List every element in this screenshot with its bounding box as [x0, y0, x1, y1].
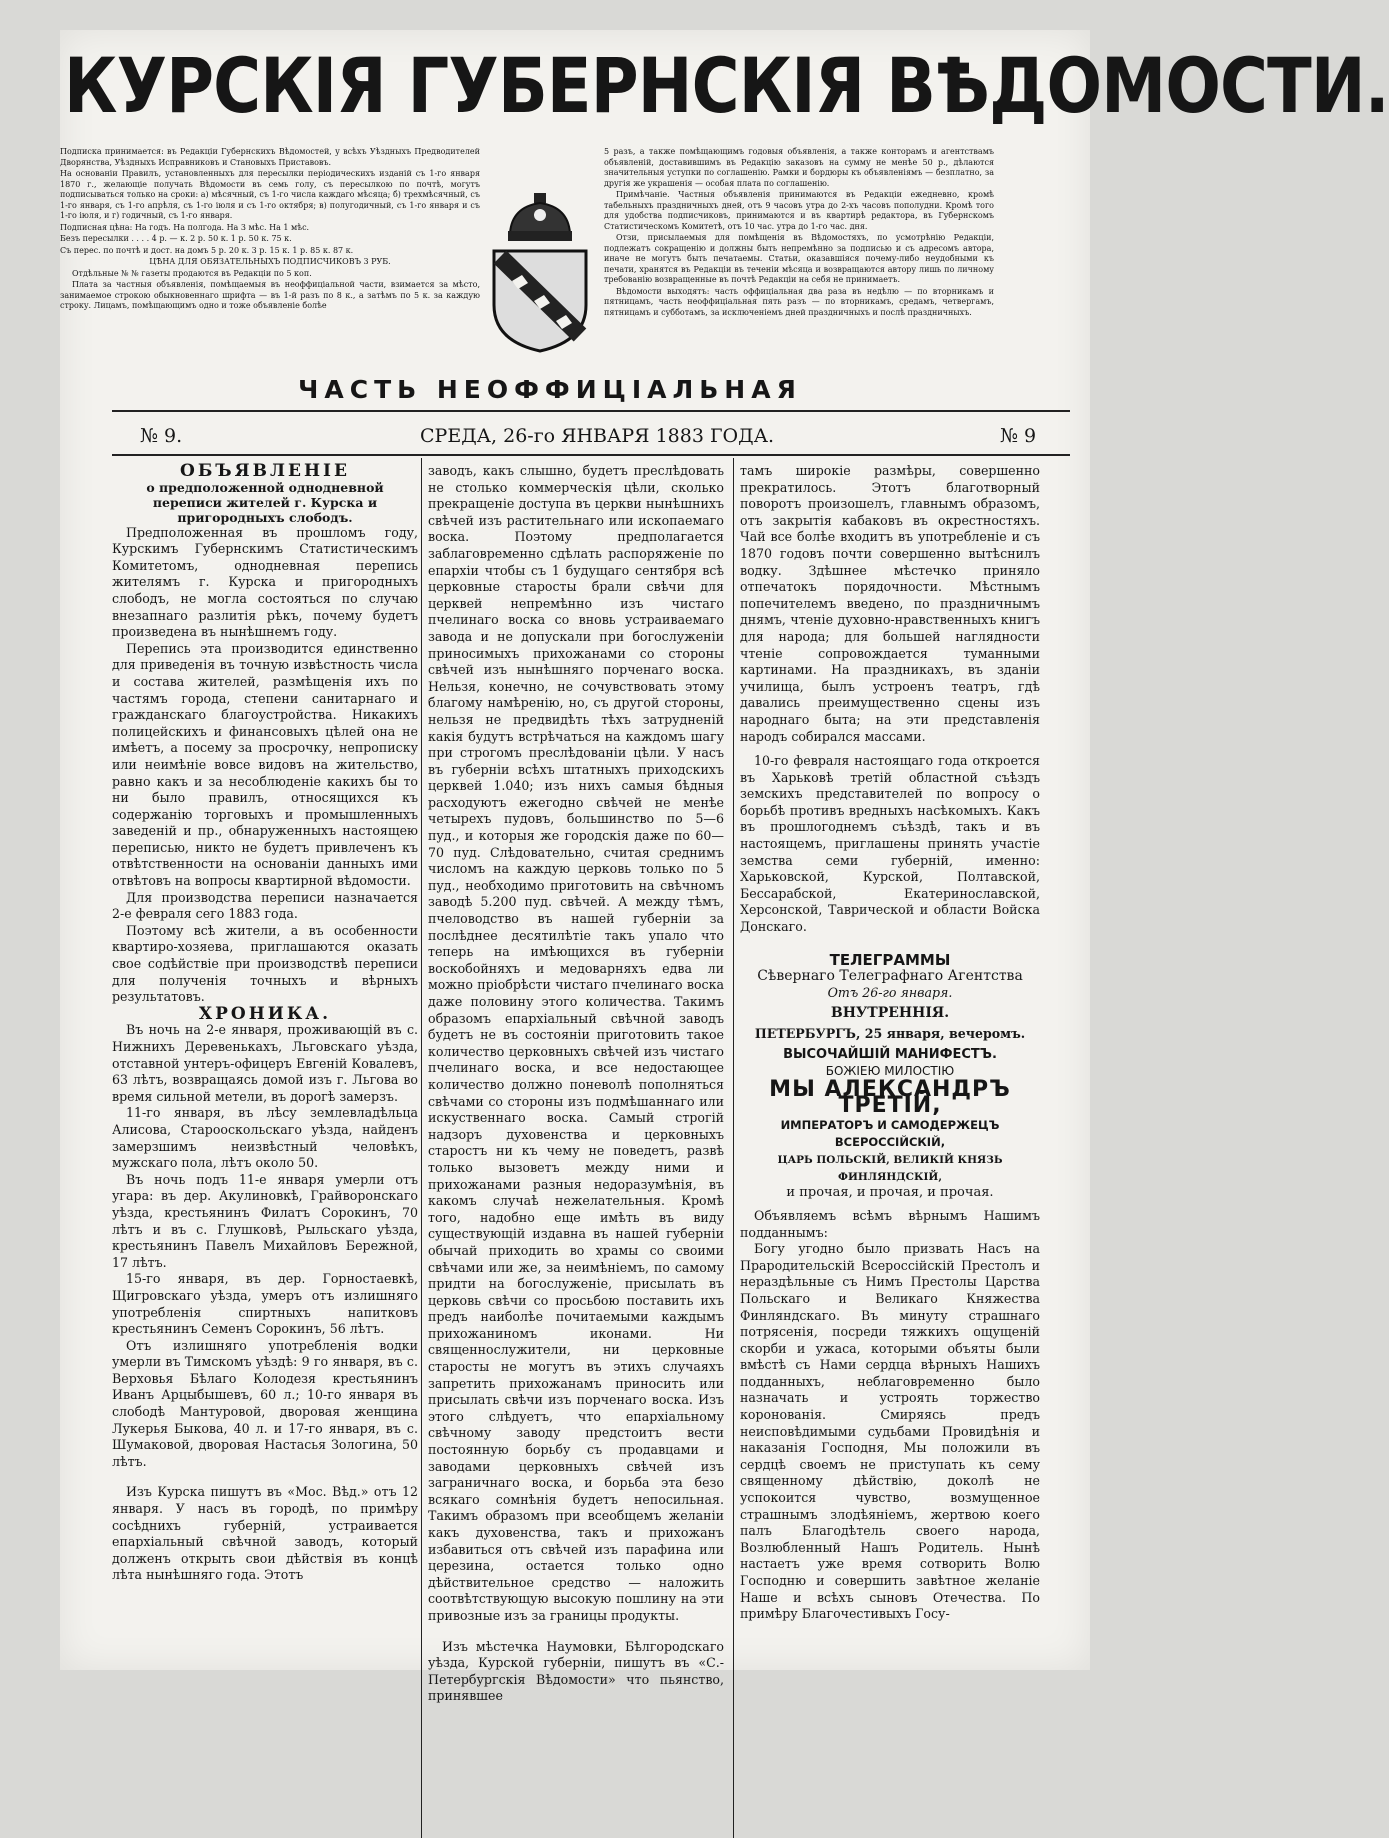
- manifest-tsar: ЦАРЬ ПОЛЬСКІЙ, ВЕЛИКІЙ КНЯЗЬ ФИНЛЯНДСКІЙ,: [777, 1154, 1003, 1183]
- advert-discounts: 5 разъ, а также помѣщающимъ годовыя объявленія, а также конторамъ и агентствамъ объявленій, доставившимъ въ Редакцію заказовъ на сумму не менѣе 50 р., дѣлаются значительныя уступки по соглашенію. Рамки и бордюры къ объявленіямъ — безплатно, за другія же украшенія — особая плата по соглашенію.: [604, 147, 994, 188]
- chronicle-heading: ХРОНИКА.: [198, 1003, 332, 1024]
- column-3: [740, 463, 1040, 1623]
- manifest-etc: и прочая, и прочая, и прочая.: [786, 1185, 994, 1201]
- advert-notices: [604, 147, 994, 319]
- paragraph: Объявляемъ всѣмъ вѣрнымъ Нашимъ подданнымъ:: [740, 1207, 1040, 1240]
- top-rule: [112, 410, 1070, 412]
- paragraph: Въ ночь подъ 11-е января умерли отъ угара: въ дер. Акулиновкѣ, Грайворонскаго уѣзда, крестьянинъ Филатъ Сорокинъ, 70 лѣтъ и въ с. Глушковѣ, Рыльскаго уѣзда, крестьянинъ Павелъ Михайловъ Бережной, 17 лѣтъ.: [112, 1171, 418, 1270]
- column-divider-2: [733, 458, 734, 1838]
- price-row-no-delivery: Безъ пересылки . . . . 4 р. — к. 2 р. 50 к. 1 р. 50 к. 75 к.: [60, 234, 292, 243]
- advert-hours-note: Примѣчаніе. Частныя объявленія принимаются въ Редакціи ежедневно, кромѣ табельныхъ праздничныхъ дней, отъ 9 часовъ утра до 2-хъ часовъ пополудни. Кромѣ того для удобства подписчиковъ, принимаются и въ квартирѣ редактора, въ Губернскомъ Статистическомъ Комитетѣ, отъ 10 час. утра до 1-го час. дня.: [604, 190, 994, 231]
- column-1: [112, 463, 418, 1584]
- subscription-terms: На основаніи Правилъ, установленныхъ для пересылки періодическихъ изданій съ 1-го января 1870 г., желающіе получать Вѣдомости въ семь голу, съ пересылкою по почтѣ, могутъ подписываться только на сроки: а) мѣсячный, съ 1-го числа каждаго мѣсяца; б) трехмѣсячный, съ 1-го января, съ 1-го апрѣля, съ 1-го іюля и съ 1-го октября; в) полугодичный, съ 1-го января и съ 1-го іюля, и г) годичный, съ 1-го января.: [60, 169, 480, 220]
- telegram-place: ПЕТЕРБУРГЪ, 25 января, вечеромъ.: [754, 1026, 1026, 1041]
- manifest-emperor: ИМПЕРАТОРЪ И САМОДЕРЖЕЦЪ ВСЕРОССІЙСКІЙ,: [780, 1117, 1000, 1149]
- price-row-delivery: Съ перес. по почтѣ и дост. на домъ 5 р. 20 к. 3 р. 15 к. 1 р. 85 к. 87 к.: [60, 245, 354, 255]
- masthead-title: КУРСКІЯ ГУБЕРНСКІЯ ВѢДОМОСТИ.: [64, 41, 1389, 130]
- paragraph: Для производства переписи назначается 2-е февраля сего 1883 года.: [112, 889, 418, 922]
- issue-number-right: № 9: [1000, 425, 1037, 447]
- coat-of-arms-icon: [482, 185, 598, 355]
- paragraph: 11-го января, въ лѣсу землевладѣльца Алисова, Старооскольскаго уѣзда, найденъ замерзшимъ неизвѣстный человѣкъ, мужскаго пола, лѣтъ около 50.: [112, 1105, 418, 1171]
- manifest-title: ВЫСОЧАЙШІЙ МАНИФЕСТЪ.: [783, 1046, 997, 1062]
- subscription-where: Подписка принимается: въ Редакціи Губернскихъ Вѣдомостей, у всѣхъ Уѣздныхъ Предводителей Дворянства, Уѣздныхъ Исправниковъ и Становыхъ Приставовъ.: [60, 147, 480, 167]
- column-divider-1: [421, 458, 422, 1838]
- paragraph: Поэтому всѣ жители, а въ особенности квартиро-хозяева, приглашаются оказать свое содѣйствіе при производствѣ переписи для полученія точныхъ и вѣрныхъ результатовъ.: [112, 922, 418, 1005]
- telegram-section: ВНУТРЕННІЯ.: [830, 1005, 950, 1022]
- issue-number-left: № 9.: [140, 425, 183, 447]
- manifest-name: МЫ АЛЕКСАНДРЪ ТРЕТІЙ,: [769, 1076, 1011, 1119]
- telegram-agency: Сѣвернаго Телеграфнаго Агентства: [757, 968, 1023, 985]
- telegram-date: Отъ 26-го января.: [827, 984, 953, 1000]
- column-2: [428, 463, 724, 1705]
- paragraph: Отъ излишняго употребленія водки умерли въ Тимскомъ уѣздѣ: 9 го января, въ с. Верховья Бѣлаго Колодезя крестьянинъ Иванъ Арцыбышевъ, 60 л.; 10-го января въ слободѣ Мантуровой, дворовая женщина Лукерья Быкова, 40 л. и 17-го января, въ с. Шумаковой, дворовая Настасья Зологина, 50 лѣтъ.: [112, 1337, 418, 1469]
- telegrams-heading: ТЕЛЕГРАММЫ: [829, 950, 951, 969]
- price-heading: Подписная цѣна: На годъ. На полгода. На 3 мѣс. На 1 мѣс.: [60, 222, 310, 232]
- paragraph: заводъ, какъ слышно, будетъ преслѣдовать не столько коммерческія цѣли, сколько прекращеніе доступа въ церкви нынѣшнихъ свѣчей изъ растительнаго или ископаемаго воска. Поэтому предполагается заблаговременно сдѣлать распоряженіе по епархіи чтобы съ 1 будущаго сентября всѣ церковные старосты брали свѣчи для церквей непремѣнно изъ чистаго пчелинаго воска со вновь устраиваемаго завода и не допускали при богослуженіи приносимыхъ прихожанами со стороны свѣчей изъ нынѣшняго порченаго воска. Нельзя, конечно, не сочувствовать этому благому намѣренію, но, съ другой стороны, нельзя не предвидѣть тѣхъ затрудненій какія будутъ встрѣчаться на каждомъ шагу при строгомъ преслѣдованіи цѣли. У насъ въ губерніи всѣхъ штатныхъ приходскихъ церквей 1.040; изъ нихъ самыя бѣдныя расходуютъ ежегодно свѣчей не менѣе четырехъ пудовъ, большинство по 5—6 пуд., и которыя же городскія даже по 60—70 пуд. Слѣдовательно, считая среднимъ числомъ на каждую церковь только по 5 пуд., необходимо приготовить на свѣчномъ заводѣ 5.200 пуд. свѣчей. А между тѣмъ, пчеловодство въ нашей губерніи за послѣднее десятилѣтіе такъ упало что теперь на имѣющихся въ губерніи воскобойняхъ и медоварняхъ едва ли можно пріобрѣсти чистаго пчелинаго воска даже половину этого количества. Такимъ образомъ епархіальный свѣчной заводъ будетъ не въ состояніи приготовить такое количество церковныхъ свѣчей изъ чистаго пчелинаго воска, и все недостающее количество должно поневолѣ пополняться свѣчами со стороны изъ подмѣшаннаго или искуственнаго воска. Самый строгій надзоръ духовенства и церковныхъ старостъ ни къ чему не поведетъ, развѣ только вызоветъ между ними и прихожанами разныя недоразумѣнія, въ какомъ случаѣ нежелательныя. Кромѣ того, надобно еще имѣть въ виду существующій издавна въ нашей губерніи обычай приходить во храмы со своими свѣчами или же, за неимѣніемъ, по самому придти на богослуженіе, присылать въ церковь свѣчи со просьбою поставить ихъ предъ наиболѣе почитаемыми каждымъ прихожаниномъ иконами. Ни священнослужители, ни церковные старосты не могутъ въ этихъ случаяхъ запретить прихожанамъ приносить или присылать свѣчи изъ порченаго воска. Изъ этого слѣдуетъ, что епархіальному свѣчному заводу предстоитъ вести постоянную борьбу съ продавцами и заводами церковныхъ свѣчей изъ заграничнаго воска, и борьба эта безо всякаго сомнѣнія будетъ непосильная. Такимъ образомъ при всеобщемъ желаніи какъ духовенства, такъ и прихожанъ избавиться отъ свѣчей изъ парафина или церезина, остается только одно дѣйствительное средство — наложить соотвѣтствующую высокую пошлину на эти привозные изъ за границы продукты.: [428, 463, 724, 1623]
- paragraph: тамъ широкіе размѣры, совершенно прекратилось. Этотъ благотворный поворотъ произошелъ, главнымъ образомъ, отъ закрытія кабаковъ въ окрестностяхъ. Чай все болѣе входитъ въ употребленіе и съ 1870 годовъ почти совершенно вытѣснилъ водку. Здѣшнее мѣстечко приняло отпечатокъ порядочности. Мѣстнымъ попечителемъ введено, по праздничнымъ днямъ, чтеніе духовно-нравственныхъ книгъ для народа; для большей наглядности чтеніе сопровождается туманными картинами. На праздникахъ, въ зданіи училища, былъ устроенъ театръ, гдѣ давались преимущественно сцены изъ народнаго быта; на эти представленія народъ собирался массами.: [740, 463, 1040, 744]
- single-copy-price: Отдѣльные № № газеты продаются въ Редакціи по 5 коп.: [72, 268, 312, 278]
- paragraph: Перепись эта производится единственно для приведенія въ точную извѣстность числа и состава жителей, размѣщенія ихъ по частямъ города, степени санитарнаго и гражданскаго благоустройства. Никакихъ полицейскихъ и финансовыхъ цѣлей она не имѣетъ, а посему за просрочку, непрописку или неимѣніе вовсе видовъ на жительство, равно какъ и за несоблюденіе какихъ бы то ни было правилъ, относящихся къ содержанію торговыхъ и промышленныхъ заведеній и пр., обнаруженныхъ настоящею переписью, никто не будетъ привлеченъ къ отвѣтственности на основаніи данныхъ ими отвѣтовъ на вопросы квартирной вѣдомости.: [112, 640, 418, 889]
- paragraph: 15-го января, въ дер. Горностаевкѣ, Щигровскаго уѣзда, умеръ отъ излишняго употребленія спиртныхъ напитковъ крестьянинъ Семенъ Сорокинъ, 56 лѣтъ.: [112, 1271, 418, 1337]
- paragraph: 10-го февраля настоящаго года откроется въ Харьковѣ третій областной съѣздъ земскихъ представителей по вопросу о борьбѣ противъ вредныхъ насѣкомыхъ. Какъ въ прошлогоднемъ съѣздѣ, такъ и въ настоящемъ, приглашены принять участіе земства семи губерній, именно: Харьковской, Курской, Полтавской, Бессарабской, Екатеринославской, Херсонской, Таврической и области Войска Донскаго.: [740, 753, 1040, 935]
- publication-schedule: Вѣдомости выходятъ: часть оффиціальная два раза въ недѣлю — по вторникамъ и пятницамъ, часть неоффиціальная пять разъ — по вторникамъ, средамъ, четвергамъ, пятницамъ и субботамъ, за исключеніемъ дней праздничныхъ и послѣ праздничныхъ.: [604, 286, 994, 317]
- subscription-info: [60, 147, 480, 313]
- mandatory-price: ЦѢНА ДЛЯ ОБЯЗАТЕЛЬНЫХЪ ПОДПИСЧИКОВЪ 3 РУБ.: [149, 257, 391, 266]
- paragraph: Въ ночь на 2-е января, проживающій въ с. Нижнихъ Деревенькахъ, Льговскаго уѣзда, отставной унтеръ-офицеръ Евгеній Ковалевъ, 63 лѣтъ, возвращаясь домой изъ г. Льгова во время сильной метели, въ дорогѣ замерзъ.: [112, 1022, 418, 1104]
- paragraph: Предположенная въ прошломъ году, Курскимъ Губернскимъ Статистическимъ Комитетомъ, однодневная перепись жителямъ г. Курска и пригородныхъ слободъ, не могла состояться по случаю внезапнаго разлитія рѣкъ, почему будетъ произведена въ нынѣшнемъ году.: [112, 524, 418, 640]
- paragraph: Изъ мѣстечка Наумовки, Бѣлгородскаго уѣзда, Курской губерніи, пишутъ въ «С.-Петербургскія Вѣдомости» что пьянство, принявшее: [428, 1638, 724, 1704]
- announcement-heading: ОБЪЯВЛЕНІЕ: [180, 461, 350, 481]
- submission-rules: Отзи, присылаемыя для помѣщенія въ Вѣдомостяхъ, по усмотрѣнію Редакціи, подлежатъ сокращенію и должны быть непремѣнно за подписью и съ адресомъ автора, иначе не могутъ быть печатаемы. Статьи, оказавшіяся почему-либо неудобными къ печати, хранятся въ Редакціи въ теченіи мѣсяца и возвращаются автору лишь по личному требованію возвращенные въ почтѣ Редакціи на себя не принимаетъ.: [604, 233, 994, 284]
- section-title: ЧАСТЬ НЕОФФИЦІАЛЬНАЯ: [298, 375, 802, 404]
- paragraph: Богу угодно было призвать Насъ на Прародительскій Всероссійскій Престолъ и нераздѣльные съ Нимъ Престолы Царства Польскаго и Великаго Княжества Финляндскаго. Въ минуту страшнаго потрясенія, посреди тяжкихъ ощущеній скорби и ужаса, которыми объяты были вмѣстѣ съ Нами сердца вѣрныхъ Нашихъ подданныхъ, неблаговременно было назначать и устроять торжество коронованія. Смиряясь предъ неисповѣдимыми судьбами Провидѣнія и наказанія Господня, Мы положили въ сердцѣ своемъ не приступать къ сему священному дѣйствію, доколѣ не успокоится чувство, возмущенное страшнымъ злодѣяніемъ, жертвою коего палъ Благодѣтель своего народа, Возлюбленный Нашъ Родитель. Нынѣ настаетъ уже время сотворить Волю Господню и совершить завѣтное желаніе Наше и всѣхъ сыновъ Отечества. По примѣру Благочестивыхъ Госу-: [740, 1241, 1040, 1622]
- paragraph: Изъ Курска пишутъ въ «Мос. Вѣд.» отъ 12 января. У насъ въ городѣ, по примѣру сосѣднихъ губерній, устраивается епархіальный свѣчной заводъ, который долженъ открыть свои дѣйствія въ концѣ лѣта нынѣшняго года. Этотъ: [112, 1484, 418, 1583]
- manifest-mercy: БОЖІЕЮ МИЛОСТІЮ: [825, 1064, 955, 1079]
- advert-rates: Плата за частныя объявленія, помѣщаемыя въ неоффиціальной части, взимается за мѣсто, занимаемое строкою обыкновеннаго шрифта — въ 1-й разъ по 8 к., а затѣмъ по 5 к. за каждую строку. Лицамъ, помѣщающимъ одно и тоже объявленіе болѣе: [60, 280, 480, 310]
- announcement-subheading: о предположенной однодневной переписи жителей г. Курска и пригородныхъ слободъ.: [146, 479, 384, 525]
- issue-date: СРЕДА, 26-го ЯНВАРЯ 1883 ГОДА.: [420, 425, 774, 447]
- date-rule: [112, 454, 1070, 456]
